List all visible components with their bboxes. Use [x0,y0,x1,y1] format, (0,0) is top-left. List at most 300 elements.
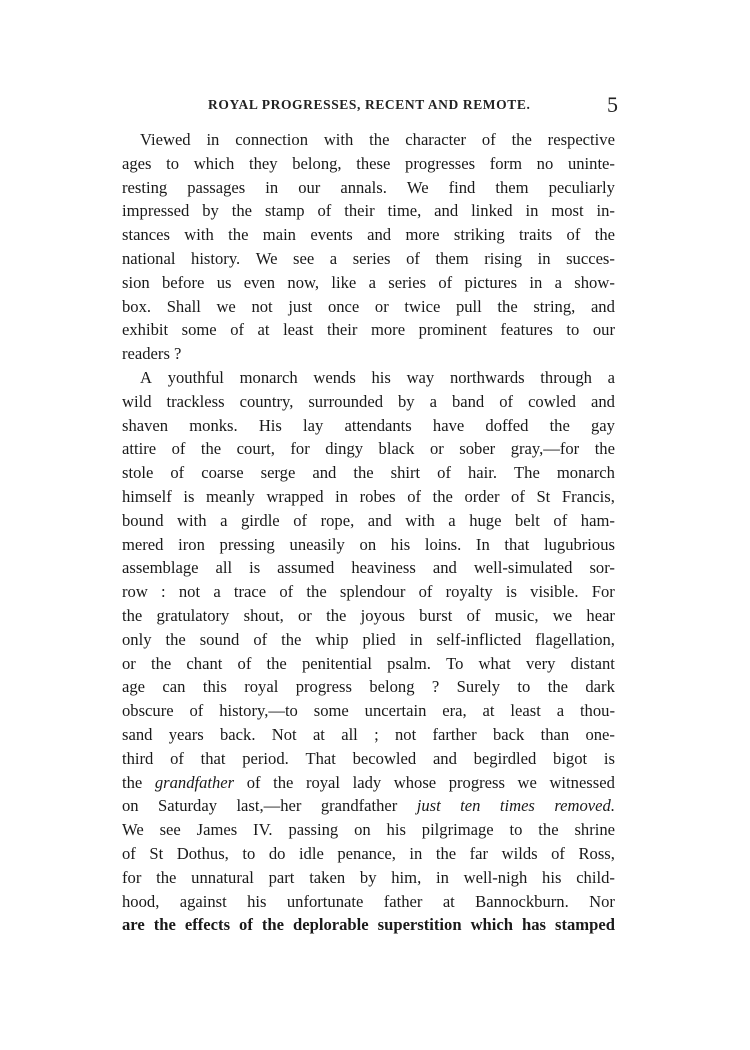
word: farther [432,724,477,744]
word: succes- [566,248,615,268]
word: Saturday [158,796,218,816]
word: of [418,582,433,602]
word: series [352,248,391,268]
word: the [165,629,186,649]
word: or [298,605,312,625]
word: trackless [166,391,225,411]
word: plied [362,629,396,649]
word: His [258,415,282,435]
word: heaviness [351,558,416,578]
word: passing [288,820,339,840]
text-line: readers ? [122,344,182,364]
word: see [293,248,315,268]
word: serge [260,463,296,483]
word: dark [585,677,615,697]
word: we [216,296,236,316]
word: a [368,272,376,292]
word: of [230,320,245,340]
word: monks. [189,415,238,435]
text-line [122,223,615,247]
word: last,—her [236,796,302,816]
word: is [505,582,517,602]
word: exhibit [122,320,169,340]
word: before [161,272,205,292]
word: a [429,391,437,411]
word: the [511,130,532,149]
word: and [367,510,392,530]
word: stances [122,225,170,245]
word: the [281,629,302,649]
word: see [159,820,181,840]
word: the [369,130,390,149]
word: all [215,558,233,578]
word: annals. [340,177,387,197]
word: the [122,772,143,792]
text-line [122,318,615,342]
word: with [323,130,354,149]
word: wilds [501,843,538,863]
word: a [213,582,221,602]
word: himself [122,486,172,506]
word: gray,—for [510,439,580,459]
word: and [432,558,457,578]
word: ham- [580,510,615,530]
word: the [497,296,518,316]
word: main [262,225,296,245]
text-line [122,628,615,652]
word: whip [315,629,349,649]
word: one- [585,724,615,744]
word: belong [369,677,415,697]
word: years [168,724,204,744]
word: of [171,439,186,459]
word: shaven [122,415,169,435]
word: unnatural [191,867,254,887]
word: : [161,582,166,602]
word: with [184,225,214,245]
word: belt [515,510,540,530]
word: third [122,748,154,768]
word: well-nigh [463,867,528,887]
word: row [122,582,148,602]
word: ? [431,677,440,697]
word: the [150,653,172,673]
word: Not [271,724,297,744]
text-line [122,556,615,580]
word: The [514,463,540,483]
word: and [367,225,392,245]
word: hear [586,605,615,625]
word: a [220,510,228,530]
word: flagellation, [535,629,615,649]
word: his [390,534,411,554]
word: in [265,177,279,197]
word: lady [352,772,382,792]
word: in [435,867,449,887]
word: unfortunate [286,891,364,911]
text-line [122,771,615,795]
word: of [317,201,332,221]
word: way [406,367,435,387]
word: monarch [556,463,615,483]
word: lugubrious [543,534,615,554]
word: uneasily [289,534,345,554]
word: of [481,130,496,149]
word: iron [178,534,205,554]
word: more [405,225,440,245]
word: to [166,153,180,173]
word: the [266,653,287,673]
word: series [388,272,427,292]
word: northwards [449,367,525,387]
word: penance, [337,843,396,863]
word: robes [359,486,396,506]
word: impressed [122,201,190,221]
word: or [429,439,444,459]
word: events [310,225,353,245]
word: order [464,486,500,506]
word: national [122,248,176,268]
word: royalty [445,582,493,602]
word: of [406,248,420,268]
word: what [478,653,511,673]
word: for [122,867,142,887]
word: band [451,391,485,411]
word: with [405,510,435,530]
word: and [590,296,615,316]
word: far [469,843,489,863]
text-line [122,794,615,818]
text-line [122,247,615,271]
word: of [293,510,308,530]
italic-word: just [416,796,441,816]
word: sound [199,629,240,649]
word: to [509,820,523,840]
word: they [249,153,278,173]
word: at [482,701,495,721]
word: resting [122,177,168,197]
word: prominent [418,320,487,340]
word: James [196,820,238,840]
word: them [495,177,529,197]
word: royal [244,677,279,697]
word: on [359,534,377,554]
word: gay [591,415,615,435]
word: father [383,891,423,911]
word: of [279,582,294,602]
text-line [122,818,615,842]
word: We [255,248,278,268]
text-line [122,604,615,628]
word: the [231,201,253,221]
word: ; [374,724,379,744]
text-line [122,366,615,390]
word: or [122,653,136,673]
page-number: 5 [607,92,618,117]
word: the [547,677,568,697]
word: rising [484,248,523,268]
word: our [298,177,321,197]
text-line [122,199,615,223]
text-line [122,152,615,176]
word: child- [576,867,615,887]
word: stamp [264,201,305,221]
italic-word: grandfather [154,772,235,792]
word: St [536,486,551,506]
word: not [394,724,417,744]
word: chant [186,653,223,673]
text-line [122,437,615,461]
word: sand [122,724,153,744]
word: in [335,486,349,506]
word: the [273,772,294,792]
text-line [122,533,615,557]
word: no [536,153,554,173]
word: IV. [253,820,273,840]
word: effects [184,915,231,935]
word: Viewed [140,130,191,149]
word: these [356,153,391,173]
word: of [511,486,525,506]
word: music, [494,605,539,625]
word: have [432,415,465,435]
word: and [590,391,615,411]
word: of [170,748,184,768]
word: all [341,724,358,744]
word: girdle [240,510,280,530]
word: in [409,629,423,649]
body-text [122,128,615,937]
word: progresses [405,153,476,173]
word: age [122,677,146,697]
word: only [122,629,152,649]
word: the [326,605,347,625]
word: the [306,582,327,602]
word: obscure [122,701,174,721]
word: box. [122,296,152,316]
word: idle [298,843,324,863]
word: in [525,201,539,221]
text-line [122,485,615,509]
word: even [243,272,276,292]
word: For [591,582,615,602]
word: visible. [530,582,579,602]
word: of [553,510,568,530]
word: the [156,867,177,887]
word: wild [122,391,152,411]
word: pilgrimage [421,820,494,840]
text-line [122,509,615,533]
word: belong, [292,153,342,173]
word: a [329,248,338,268]
word: Francis, [561,486,615,506]
word: with [177,510,207,530]
word: their [344,201,375,221]
word: self-inflicted [436,629,522,649]
word: that [504,534,530,554]
word: taken [309,867,346,887]
word: begirdled [473,748,537,768]
word: the [594,225,615,245]
word: twice [404,296,441,316]
word: era, [442,701,467,721]
word: and [434,201,459,221]
word: some [313,701,349,721]
word: than [540,724,570,744]
word: assemblage [122,558,199,578]
word: distant [570,653,615,673]
word: huge [469,510,502,530]
word: a [556,701,565,721]
word: more [370,320,406,340]
word: well-simulated [473,558,573,578]
word: least [510,701,541,721]
word: the [549,415,570,435]
word: the [432,486,453,506]
word: progress [448,772,505,792]
word: joyous [360,605,405,625]
word: a [448,510,456,530]
word: time, [387,201,422,221]
word: we [517,772,537,792]
word: ages [122,153,152,173]
word: string, [533,296,576,316]
word: grandfather [320,796,398,816]
word: back. [220,724,256,744]
text-line [122,913,615,937]
word: their [327,320,358,340]
text-line [122,414,615,438]
word: them [435,248,469,268]
word: is [249,558,261,578]
word: uninte- [567,153,615,173]
word: in- [596,201,615,221]
word: for [290,439,310,459]
word: A [140,367,152,387]
word: that [200,748,226,768]
word: coarse [201,463,244,483]
word: of [566,225,581,245]
word: at [312,724,325,744]
text-line [122,390,615,414]
word: Dothus, [176,843,229,863]
word: and [312,463,337,483]
word: passages [187,177,246,197]
word: least [283,320,314,340]
word: of [466,605,481,625]
word: black [378,439,415,459]
word: is [603,748,615,768]
word: show- [574,272,615,292]
word: thou- [579,701,615,721]
word: pressing [219,534,275,554]
word: we [552,605,573,625]
text-line [122,675,615,699]
word: attendants [344,415,412,435]
word: by [359,867,377,887]
word: period. [242,748,289,768]
text-line [122,580,615,604]
word: St [149,843,164,863]
word: penitential [301,653,372,673]
word: the [200,439,222,459]
word: the [228,225,249,245]
word: wends [313,367,356,387]
text-line [122,699,615,723]
word: of [438,272,453,292]
word: attire [122,439,157,459]
word: gratulatory [156,605,230,625]
word: our [592,320,615,340]
word: country, [239,391,294,411]
word: his [386,820,406,840]
word: pull [455,296,482,316]
word: do [268,843,286,863]
word: To [446,653,464,673]
word: of [499,391,514,411]
word: of [407,486,422,506]
text-line [122,652,615,676]
text-line [122,271,615,295]
word: has [522,915,546,935]
word: most [551,201,584,221]
word: of [170,463,185,483]
text-line [122,128,615,152]
word: court, [236,439,275,459]
word: burst [419,605,453,625]
word: the [353,463,374,483]
word: some [181,320,217,340]
word: connection [235,130,308,149]
word: Bannockburn. [475,891,569,911]
word: In [475,534,490,554]
word: sion [122,272,150,292]
word: which [470,915,513,935]
word: shout, [243,605,284,625]
word: peculiarly [548,177,615,197]
italic-word: removed. [554,796,615,816]
word: on [354,820,371,840]
word: which [193,153,235,173]
word: now, [287,272,320,292]
word: by [398,391,415,411]
word: not [178,582,201,602]
word: the [435,843,457,863]
word: hood, [122,891,160,911]
word: hair. [468,463,498,483]
word: We [122,820,144,840]
word: wrapped [266,486,324,506]
word: of [239,915,253,935]
word: stamped [555,915,615,935]
word: superstition [377,915,462,935]
word: or [374,296,389,316]
word: on [122,796,139,816]
word: meanly [206,486,255,506]
word: of [551,843,565,863]
italic-word: ten [460,796,481,816]
word: pictures [464,272,518,292]
word: deplorable [293,915,369,935]
word: of [122,843,136,863]
text-line [122,723,615,747]
word: form [489,153,522,173]
word: character [405,130,467,149]
word: bound [122,510,164,530]
word: the [538,820,559,840]
word: uncertain [364,701,427,721]
word: doffed [485,415,529,435]
